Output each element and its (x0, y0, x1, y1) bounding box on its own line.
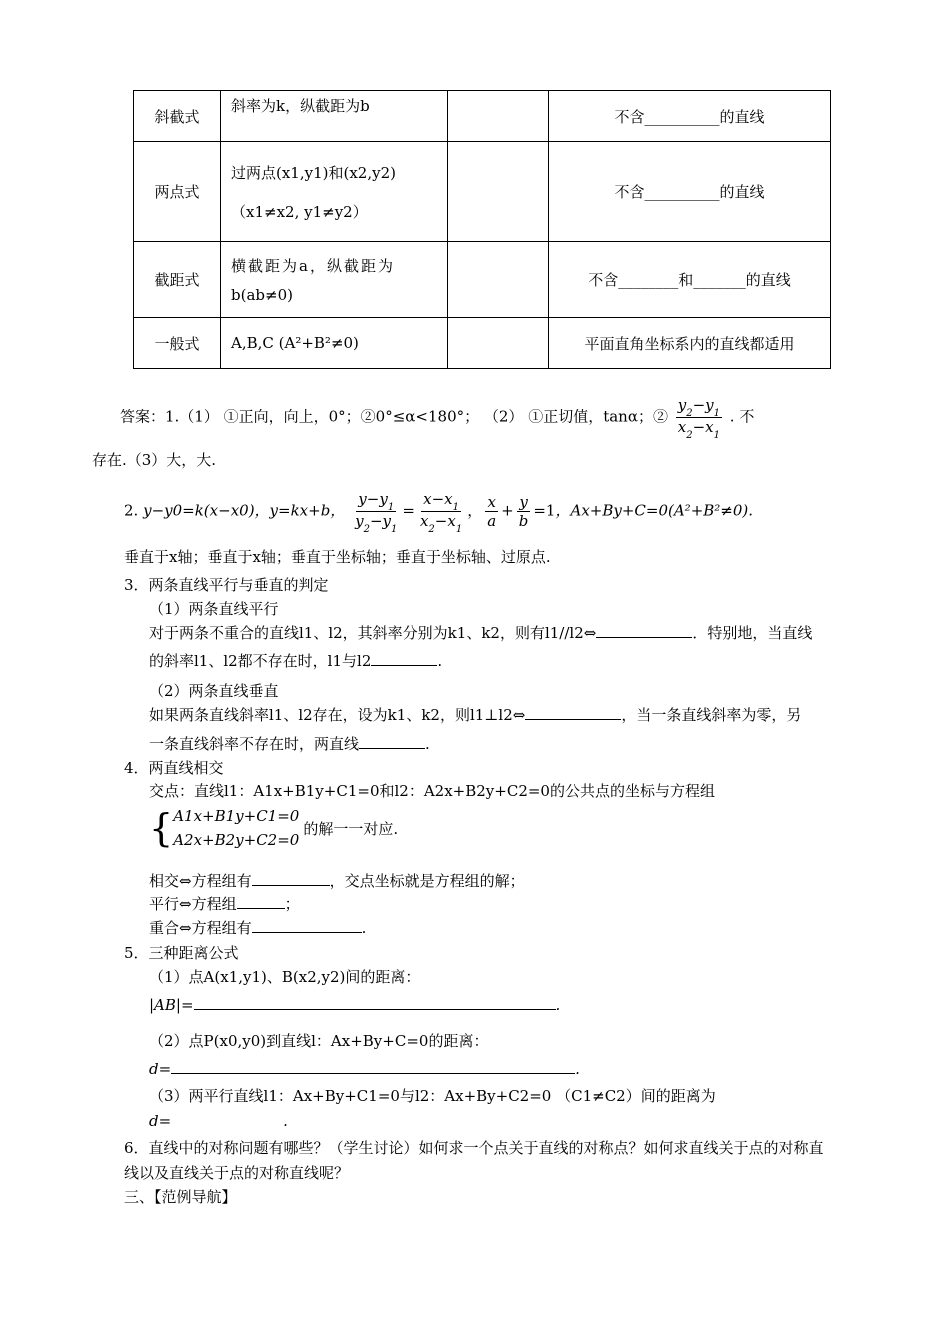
form-name: 两点式 (134, 142, 221, 242)
section-3-sub2: （2）两条直线垂直 (149, 682, 279, 700)
answer-line-2: 存在.（3）大，大. (92, 451, 217, 469)
equation-2: A2x+B2y+C2=0 (173, 831, 300, 849)
section-3-p1: 对于两条不重合的直线l1、l2，其斜率分别为k1、k2，则有l1//l2⇔ ．特别地，当直线 (149, 624, 813, 642)
section-4-r2: 平行⇔方程组 ； (149, 895, 300, 913)
form-scope: 不含__________的直线 (549, 142, 831, 242)
two-point-fraction-right: $\frac{x-x_1}{x_2-x_1}$ (419, 490, 463, 535)
fill-blank[interactable] (371, 664, 437, 666)
form-name: 一般式 (134, 318, 221, 369)
fill-blank[interactable] (252, 884, 330, 886)
section-5-s1-formula: |AB|= . (149, 996, 561, 1014)
section-4-r1: 相交⇔方程组有 ，交点坐标就是方程组的解； (149, 872, 525, 890)
section-6-line1: 6．直线中的对称问题有哪些？（学生讨论）如何求一个点关于直线的对称点？如何求直线关于点的对称直 (124, 1139, 824, 1157)
fill-blank[interactable] (237, 907, 285, 909)
section-3-p2: 如果两条直线斜率l1、l2存在，设为k1、k2，则l1⊥l2⇔ ，当一条直线斜率为零，另 (149, 706, 802, 724)
section-5-s2-formula: d= . (149, 1060, 580, 1078)
section-7-title: 三、【范例导航】 (124, 1188, 237, 1206)
condition-line: 横截距为a，纵截距为 (231, 257, 395, 275)
table-row (134, 91, 831, 142)
section-5-title: 5．三种距离公式 (124, 944, 239, 962)
section-4-title: 4．两直线相交 (124, 759, 224, 777)
form-scope: 平面直角坐标系内的直线都适用 (549, 318, 831, 369)
form-scope: 不含__________的直线 (549, 91, 831, 142)
intercept-fraction-y: $\frac{y}{b}$ (518, 493, 529, 530)
two-point-fraction-left: $\frac{y-y_1}{y_2-y_1}$ (355, 490, 398, 535)
equation-1: A1x+B1y+C1=0 (173, 807, 300, 825)
fill-blank[interactable] (359, 747, 425, 749)
section-4-p1: 交点：直线l1：A1x+B1y+C1=0和l2：A2x+B2y+C2=0的公共点的坐标与方程组 (149, 782, 715, 800)
condition-line: b(ab≠0) (231, 286, 293, 304)
answer-line-1: 答案：1.（1） ①正向，向上，0°；②0°≤α<180°； （2） ①正切值，tanα；② $\frac{y_2-y_1}{x_2-x_1}$ . 不 (120, 396, 755, 441)
condition-line: 过两点(x1,y1)和(x2,y2) (231, 163, 396, 182)
fill-blank[interactable] (596, 636, 692, 638)
empty-cell (448, 91, 549, 142)
intercept-fraction-x: $\frac{x}{a}$ (487, 493, 497, 530)
section-5-s2: （2）点P(x0,y0)到直线l：Ax+By+C=0的距离： (149, 1032, 489, 1050)
form-condition: A,B,C (A²+B²≠0) (221, 318, 448, 369)
section-4-r3: 重合⇔方程组有 . (149, 919, 367, 937)
empty-cell (448, 142, 549, 242)
section-3-sub1: （1）两条直线平行 (149, 600, 279, 618)
equation-system: { A1x+B1y+C1=0 A2x+B2y+C2=0 的解一一对应. (149, 806, 399, 850)
form-condition (221, 242, 448, 318)
form-scope: 不含________和_______的直线 (549, 242, 831, 318)
table-row (134, 242, 831, 318)
empty-cell (448, 242, 549, 318)
fill-blank[interactable] (525, 718, 621, 720)
fill-blank[interactable] (252, 931, 362, 933)
condition-line: （x1≠x2, y1≠y2） (231, 202, 368, 221)
fill-blank[interactable] (171, 1072, 575, 1074)
slope-fraction: $\frac{y_2-y_1}{x_2-x_1}$ (677, 396, 721, 441)
form-name: 截距式 (134, 242, 221, 318)
line-forms-table (133, 90, 831, 369)
empty-cell (448, 318, 549, 369)
table-row (134, 318, 831, 369)
section-5-s3: （3）两平行直线l1：Ax+By+C1=0与l2：Ax+By+C2=0 （C1≠C2）间的距离为 (149, 1087, 716, 1105)
section-5-s3-formula: d= . (149, 1112, 288, 1130)
section-3-p2c: 一条直线斜率不存在时，两直线 . (149, 735, 430, 753)
section-6-line2: 线以及直线关于点的对称直线呢？ (124, 1164, 350, 1182)
section-5-s1: （1）点A(x1,y1)、B(x2,y2)间的距离： (149, 968, 421, 986)
answer-item-2: 2. y−y0=k(x−x0)，y=kx+b， $\frac{y-y_1}{y_2-y_1}$ = $\frac{x-x_1}{x_2-x_1}$ ， $\frac{x}{a}$ + $\frac{y}{b}$ =1，Ax+By+C=0(A²+B²≠0). (124, 490, 754, 535)
section-3-p1c: 的斜率l1、l2都不存在时，l1与l2 . (149, 652, 443, 670)
form-condition: 斜率为k，纵截距为b (221, 91, 448, 142)
answer-item-2-line2: 垂直于x轴；垂直于x轴；垂直于坐标轴；垂直于坐标轴、过原点. (124, 548, 551, 566)
form-name: 斜截式 (134, 91, 221, 142)
table-row (134, 142, 831, 242)
section-3-title: 3．两条直线平行与垂直的判定 (124, 576, 329, 594)
brace-symbol: { (149, 806, 174, 850)
fill-blank[interactable] (194, 1008, 556, 1010)
form-condition (221, 142, 448, 242)
